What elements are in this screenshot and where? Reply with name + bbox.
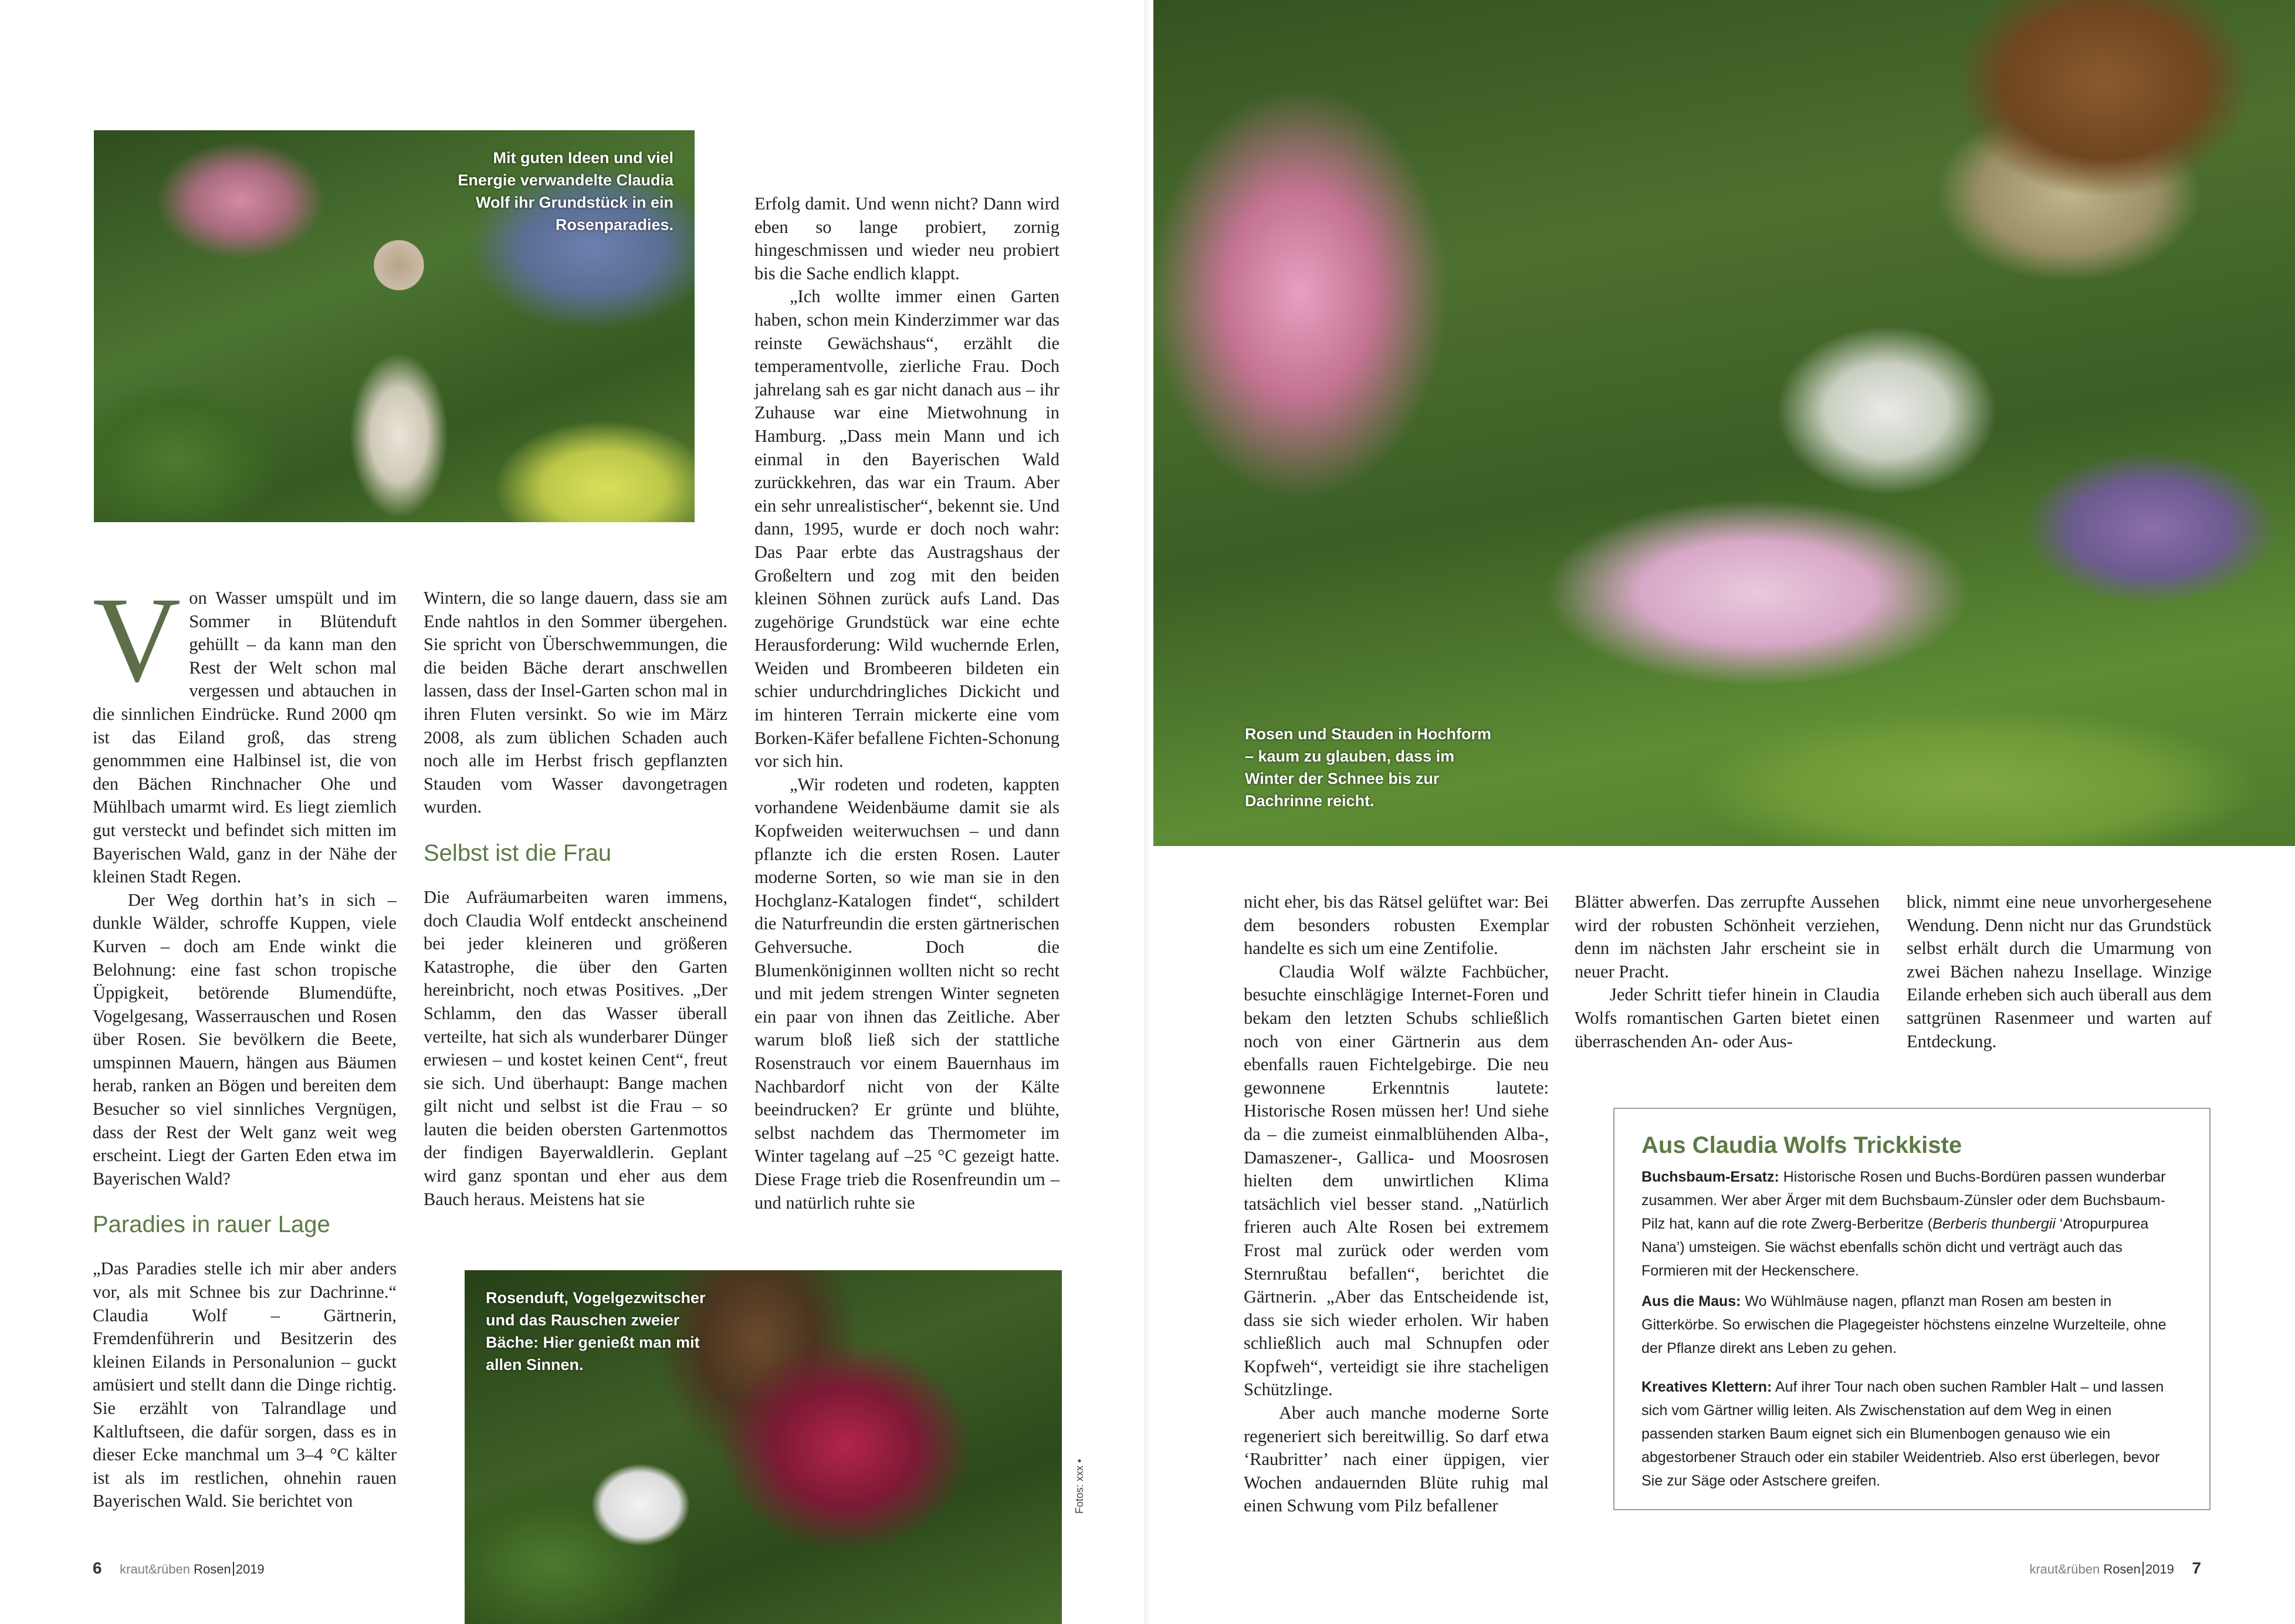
tip-label: Kreatives Klettern:	[1641, 1379, 1772, 1395]
footer-left	[93, 1559, 265, 1578]
paragraph: Aber auch manche moderne Sorte regeneriert sich bereitwillig. So darf etwa ‘Raubritter’ nach einer üppigen, vier Wochen andauernden Blüte ruhig mal einen Schwung vom Pilz befallener	[1244, 1403, 1549, 1516]
paragraph: blick, nimmt eine neue unvorhergesehene Wendung. Denn nicht nur das Grundstück selbst erhält durch die Umarmung von zwei Bächen nahezu Insellage. Winzige Eilande erheben sich auch überall aus dem sattgrünen Rasenmeer und warten auf Entdeckung.	[1907, 892, 2212, 1051]
paragraph: nicht eher, bis das Rätsel gelüftet war: Bei dem besonders robusten Exemplar handelte es sich um eine Zentifolie.	[1244, 892, 1549, 959]
paragraph: Der Weg dorthin hat’s in sich – dunkle Wälder, schroffe Kuppen, viele Kurven – doch am Ende winkt die Belohnung: eine fast schon tropische Üppigkeit, betörende Blumendüfte, Vogelgesang, Wasserrauschen und Rosen über Rosen. Sie bevölkern die Beete, umspinnen Mauern, hängen aus Bäumen herab, ranken an Bögen und bereiten dem Besucher so viel sinnliches Vergnügen, dass der Rest der Welt ganz weit weg erscheint. Liegt der Garten Eden etwa im Bayerischen Wald?	[93, 889, 397, 1189]
garden-caption: Rosen und Stauden in Hochform – kaum zu glauben, dass im Winter der Schnee bis zur Dachrinne reicht.	[1245, 725, 1492, 810]
issue-year: 2019	[2145, 1562, 2174, 1576]
section-heading: Paradies in rauer Lage	[93, 1212, 330, 1238]
paragraph: Claudia Wolf wälzte Fachbücher, besuchte einschlägige Internet-Foren und bekam den letzten Schubs schließlich noch von einer Gärtnerin aus dem ebenfalls rauen Fichtelgebirge. Die neu gewonnene Erkenntnis lautete: Historische Rosen müssen her! Und siehe da – die zumeist einmalblühenden Alba-, Damaszener-, Gallica- und Moosrosen hielten dem unwirtlichen Klima tatsächlich viel besser stand. „Natürlich frieren auch Alte Rosen bei extremem Frost mal zurück oder werden vom Sternrußtau befallen“, berichtet die Gärtnerin. „Aber das Entscheidende ist, dass sie sich wieder erholen. Wir haben schließlich auch mal Schnupfen oder Kopfweh“, verteidigt sie ihre stacheligen Schützlinge.	[1244, 961, 1549, 1400]
article-column-2	[424, 587, 727, 1211]
tips-title: Aus Claudia Wolfs Trickkiste	[1641, 1132, 1962, 1158]
page-gutter	[1144, 0, 1151, 1624]
magazine-name: kraut&rüben	[2029, 1562, 2100, 1576]
paragraph: „Ich wollte immer einen Garten haben, schon mein Kinderzimmer war das reinste Gewächshaus“, erzählt die temperamentvolle, zierliche Frau. Doch jahrelang sah es gar nicht danach aus – ihr Zuhause war eine Mietwohnung in Hamburg. „Dass mein Mann und ich einmal in den Bayerischen Wald zurückkehren, das war ein Traum. Aber ein sehr unrealistischer“, bekennt sie. Und dann, 1995, wurde er doch noch wahr: Das Paar erbte das Austragshaus der Großeltern und zog mit den beiden kleinen Söhnen zurück aufs Land. Das zugehörige Grundstück war eine echte Herausforderung: Wild wuchernde Erlen, Weiden und Brombeeren bildeten ein schier undurchdringliches Dickicht und im hinteren Terrain mickerte eine vom Borken-Käfer befallene Fichten-Schonung vor sich hin.	[754, 286, 1060, 772]
article-column-1	[93, 572, 397, 1513]
tip-label: Aus die Maus:	[1641, 1293, 1741, 1310]
section-heading: Selbst ist die Frau	[424, 840, 612, 866]
article-column-3	[754, 192, 1060, 1214]
page-number: 6	[93, 1559, 102, 1577]
tip-item: Aus die Maus: Wo Wühlmäuse nagen, pflanzt man Rosen am besten in Gitterkörbe. So erwischen die Plagegeister höchstens einzelne Wurzelteile, ohne der Pflanze direkt ans Leben zu gehen.	[1641, 1293, 2167, 1356]
paragraph: „Das Paradies stelle ich mir aber anders vor, als mit Schnee bis zur Dachrinne.“ Claudia Wolf – Gärtnerin, Fremdenführerin und Besitzerin des kleinen Eilands in Personalunion – guckt amüsiert und stellt dann die Dinge richtig. Sie erzählt von Talrandlage und Kaltluftseen, die dafür sorgen, dass es in dieser Ecke manchmal um 3–4 °C kälter ist als im restlichen, ohnehin rauen Bayerischen Wald. Sie berichtet von	[93, 1258, 397, 1511]
paragraph: Wintern, die so lange dauern, dass sie am Ende nahtlos in den Sommer übergehen. Sie spricht von Überschwemmungen, die die beiden Bäche derart anschwellen lassen, dass der Insel-Garten schon mal in ihren Fluten versinkt. So wie im März 2008, als zum üblichen Schaden auch noch alle im Herbst frisch gepflanzten Stauden vom Wasser davongetragen wurden.	[424, 588, 727, 817]
tip-item: Kreatives Klettern: Auf ihrer Tour nach oben suchen Rambler Halt – und lassen sich vom Gärtner willig leiten. Als Zwischenstation auf dem Weg in einen passenden starken Baum eignet sich ein Blumenbogen genauso wie ein abgestorbener Strauch oder ein stabiler Weidentrieb. Also erst überlegen, bevor Sie zur Säge oder Astschere greifen.	[1641, 1379, 2164, 1489]
table-caption: Rosenduft, Vogelgezwitscher und das Rauschen zweier Bäche: Hier genießt man mit allen Sinnen.	[486, 1289, 706, 1373]
drop-cap: V	[93, 572, 181, 707]
page-number: 7	[2192, 1559, 2201, 1577]
divider	[233, 1562, 234, 1576]
tips-box	[1613, 1108, 2211, 1510]
section-name: Rosen	[194, 1562, 231, 1576]
footer-right	[2029, 1559, 2201, 1578]
garden-photo	[1153, 0, 2295, 846]
paragraph: Erfolg damit. Und wenn nicht? Dann wird eben so lange probiert, zornig hingeschmissen und wieder neu probiert bis die Sache endlich klappt.	[754, 194, 1060, 283]
paragraph: Von Wasser umspült und im Sommer in Blütenduft gehüllt – da kann man den Rest der Welt schon mal vergessen und abtauchen in die sinnlichen Eindrücke. Rund 2000 qm ist das Eiland groß, das streng genommmen eine Halbinsel ist, die von den Bächen Rinchnacher Ohe und Mühlbach umarmt wird. Es liegt ziemlich gut versteckt und befindet sich mitten im Bayerischen Wald, ganz in der Nähe der kleinen Stadt Regen.	[93, 572, 397, 887]
paragraph: Jeder Schritt tiefer hinein in Claudia Wolfs romantischen Garten bietet einen überraschenden An- oder Aus-	[1575, 984, 1880, 1051]
garden-table-photo	[465, 1270, 1062, 1624]
paragraph: Die Aufräumarbeiten waren immens, doch Claudia Wolf entdeckt anscheinend bei jeder kleineren und größeren Katastrophe, die über den Garten hereinbricht, noch etwas Positives. „Der Schlamm, den das Wasser überall verteilte, hat sich als wunderbarer Dünger erwiesen – und kostet keinen Cent“, freut sie sich. Und überhaupt: Bange machen gilt nicht und selbst ist die Frau – so lauten die beiden obersten Gartenmottos der findigen Bayerwaldlerin. Geplant wird ganz spontan und eher aus dem Bauch heraus. Meistens hat sie	[424, 887, 727, 1209]
portrait-photo	[94, 130, 695, 522]
section-name: Rosen	[2103, 1562, 2141, 1576]
issue-year: 2019	[235, 1562, 265, 1576]
portrait-caption: Mit guten Ideen und viel Energie verwandelte Claudia Wolf ihr Grundstück in ein Rosenparadies.	[458, 149, 673, 234]
article-column-4	[1244, 891, 1549, 1518]
paragraph: „Wir rodeten und rodeten, kappten vorhandene Weidenbäume damit sie als Kopfweiden weiterwuchsen – und dann pflanzte ich die ersten Rosen. Lauter moderne Sorten, so wie man sie in den Hochglanz-Katalogen findet“, schildert die Naturfreundin die ersten gärtnerischen Gehversuche. Doch die Blumenköniginnen wollten nicht so recht und mit jedem strengen Winter segneten ein paar von ihnen das Zeitliche. Aber warum bloß ließ sich der stattliche Rosenstrauch vor einem Bauernhaus im Nachbardorf nicht von der Kälte beeindrucken? Er grünte und blühte, selbst nachdem das Thermometer im Winter tagelang auf –25 °C gezeigt hatte. Diese Frage trieb die Rosenfreundin um – und natürlich ruhte sie	[754, 774, 1060, 1213]
paragraph: Blätter abwerfen. Das zerrupfte Aussehen wird der robusten Schönheit verziehen, denn im nächsten Jahr erscheint sie in neuer Pracht.	[1575, 892, 1880, 982]
latin-name: Berberis thunbergii	[1932, 1216, 2056, 1232]
article-column-5	[1575, 891, 1880, 1053]
divider	[2142, 1562, 2144, 1576]
magazine-name: kraut&rüben	[120, 1562, 190, 1576]
tip-label: Buchsbaum-Ersatz:	[1641, 1169, 1779, 1185]
tip-item: Buchsbaum-Ersatz: Historische Rosen und Buchs-Bordüren passen wunderbar zusammen. Wer aber Ärger mit dem Buchsbaum-Zünsler oder dem Buchsbaum-Pilz hat, kann auf die rote Zwerg-Berberitze (Berberis thunbergii ‘Atropurpurea Nana’) umsteigen. Sie wächst ebenfalls schön dicht und verträgt auch das Formieren mit der Heckenschere.	[1641, 1169, 2166, 1279]
photo-credit: Fotos: xxx •	[1074, 1459, 1085, 1514]
article-column-6	[1907, 891, 2212, 1053]
